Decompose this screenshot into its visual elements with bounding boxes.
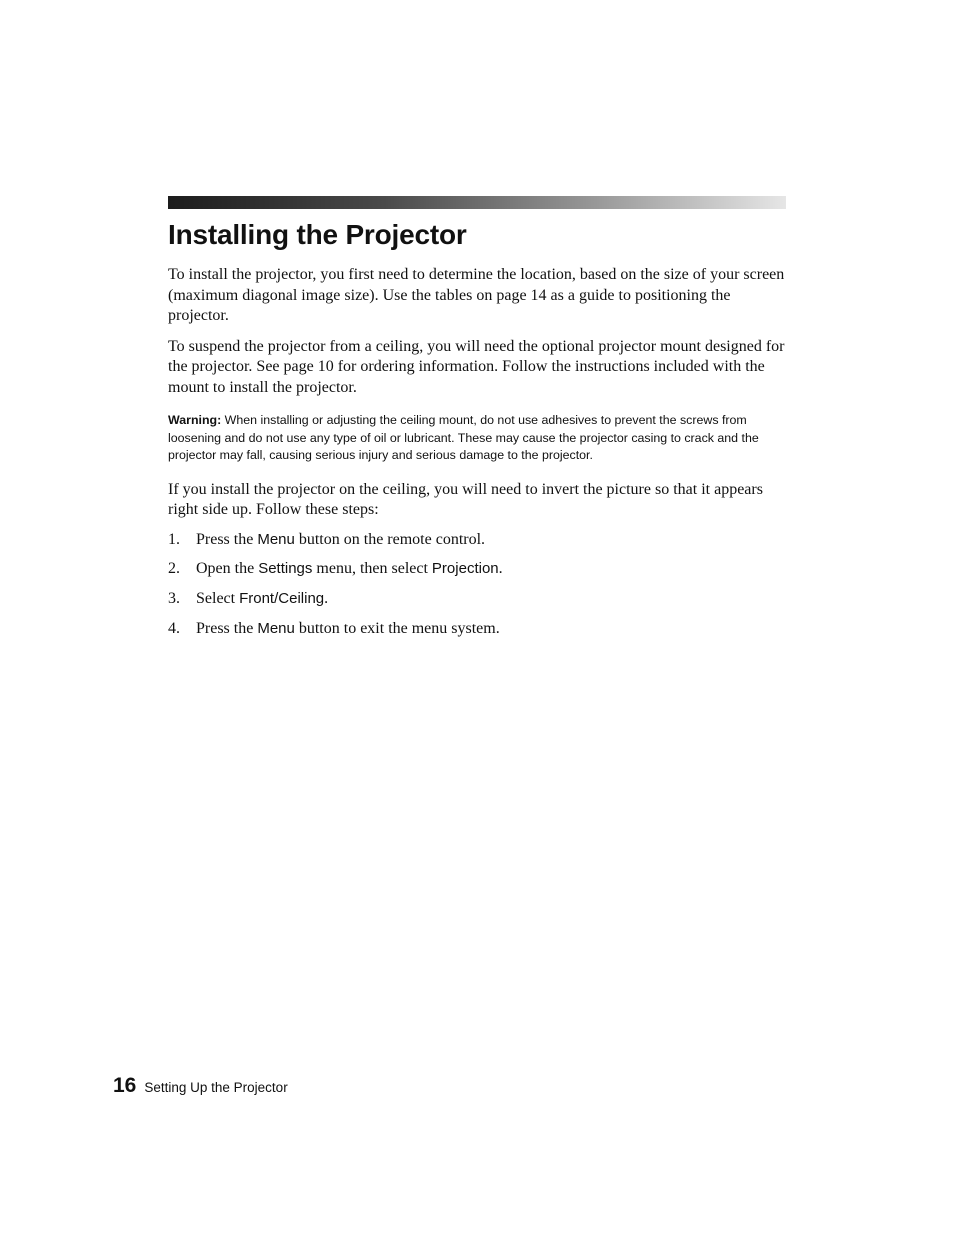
header-gradient-bar	[168, 196, 786, 209]
step-text: Press the Menu button on the remote control.	[196, 530, 486, 548]
menu-term: Menu	[257, 619, 295, 637]
step-text: Select Front/Ceiling.	[196, 590, 329, 608]
step-item	[168, 589, 786, 610]
warning-text: When installing or adjusting the ceiling mount, do not use adhesives to prevent the screws from loosening and do not use any type of oil or lubricant. These may cause the projector casing to crack and the projector may fall, causing serious injury and serious damage to the projector.	[168, 413, 759, 462]
step-number: 4.	[168, 619, 180, 637]
settings-term: Settings	[258, 560, 313, 578]
step-item	[168, 619, 786, 640]
step-text: Open the Settings menu, then select Projection.	[196, 560, 503, 578]
front-ceiling-term: Front/Ceiling	[239, 590, 325, 608]
invert-picture-paragraph: If you install the projector on the ceiling, you will need to invert the picture so that it appears right side up. Follow these steps:	[168, 480, 763, 518]
step-item	[168, 559, 786, 580]
intro-paragraph: To install the projector, you first need to determine the location, based on the size of your screen (maximum diagonal image size). Use the tables on page 14 as a guide to positioning the projector.	[168, 266, 785, 324]
step-text: Press the Menu button to exit the menu system.	[196, 619, 500, 637]
footer-section-title: Setting Up the Projector	[144, 1080, 288, 1095]
warning-label: Warning:	[168, 413, 222, 427]
page-number: 16	[113, 1074, 137, 1097]
projection-term: Projection	[431, 560, 499, 578]
page-content	[168, 196, 786, 649]
warning-note	[168, 412, 786, 465]
step-number: 1.	[168, 530, 180, 548]
menu-term: Menu	[257, 530, 295, 548]
ceiling-mount-paragraph: To suspend the projector from a ceiling, you will need the optional projector mount designed for the projector. See page 10 for ordering information. Follow the instructions included with the mount to install the projector.	[168, 337, 785, 396]
page-title: Installing the Projector	[168, 219, 467, 250]
step-item	[168, 530, 786, 551]
steps-list	[168, 530, 786, 640]
page-footer	[113, 1074, 288, 1098]
step-number: 3.	[168, 590, 180, 608]
step-number: 2.	[168, 560, 180, 578]
